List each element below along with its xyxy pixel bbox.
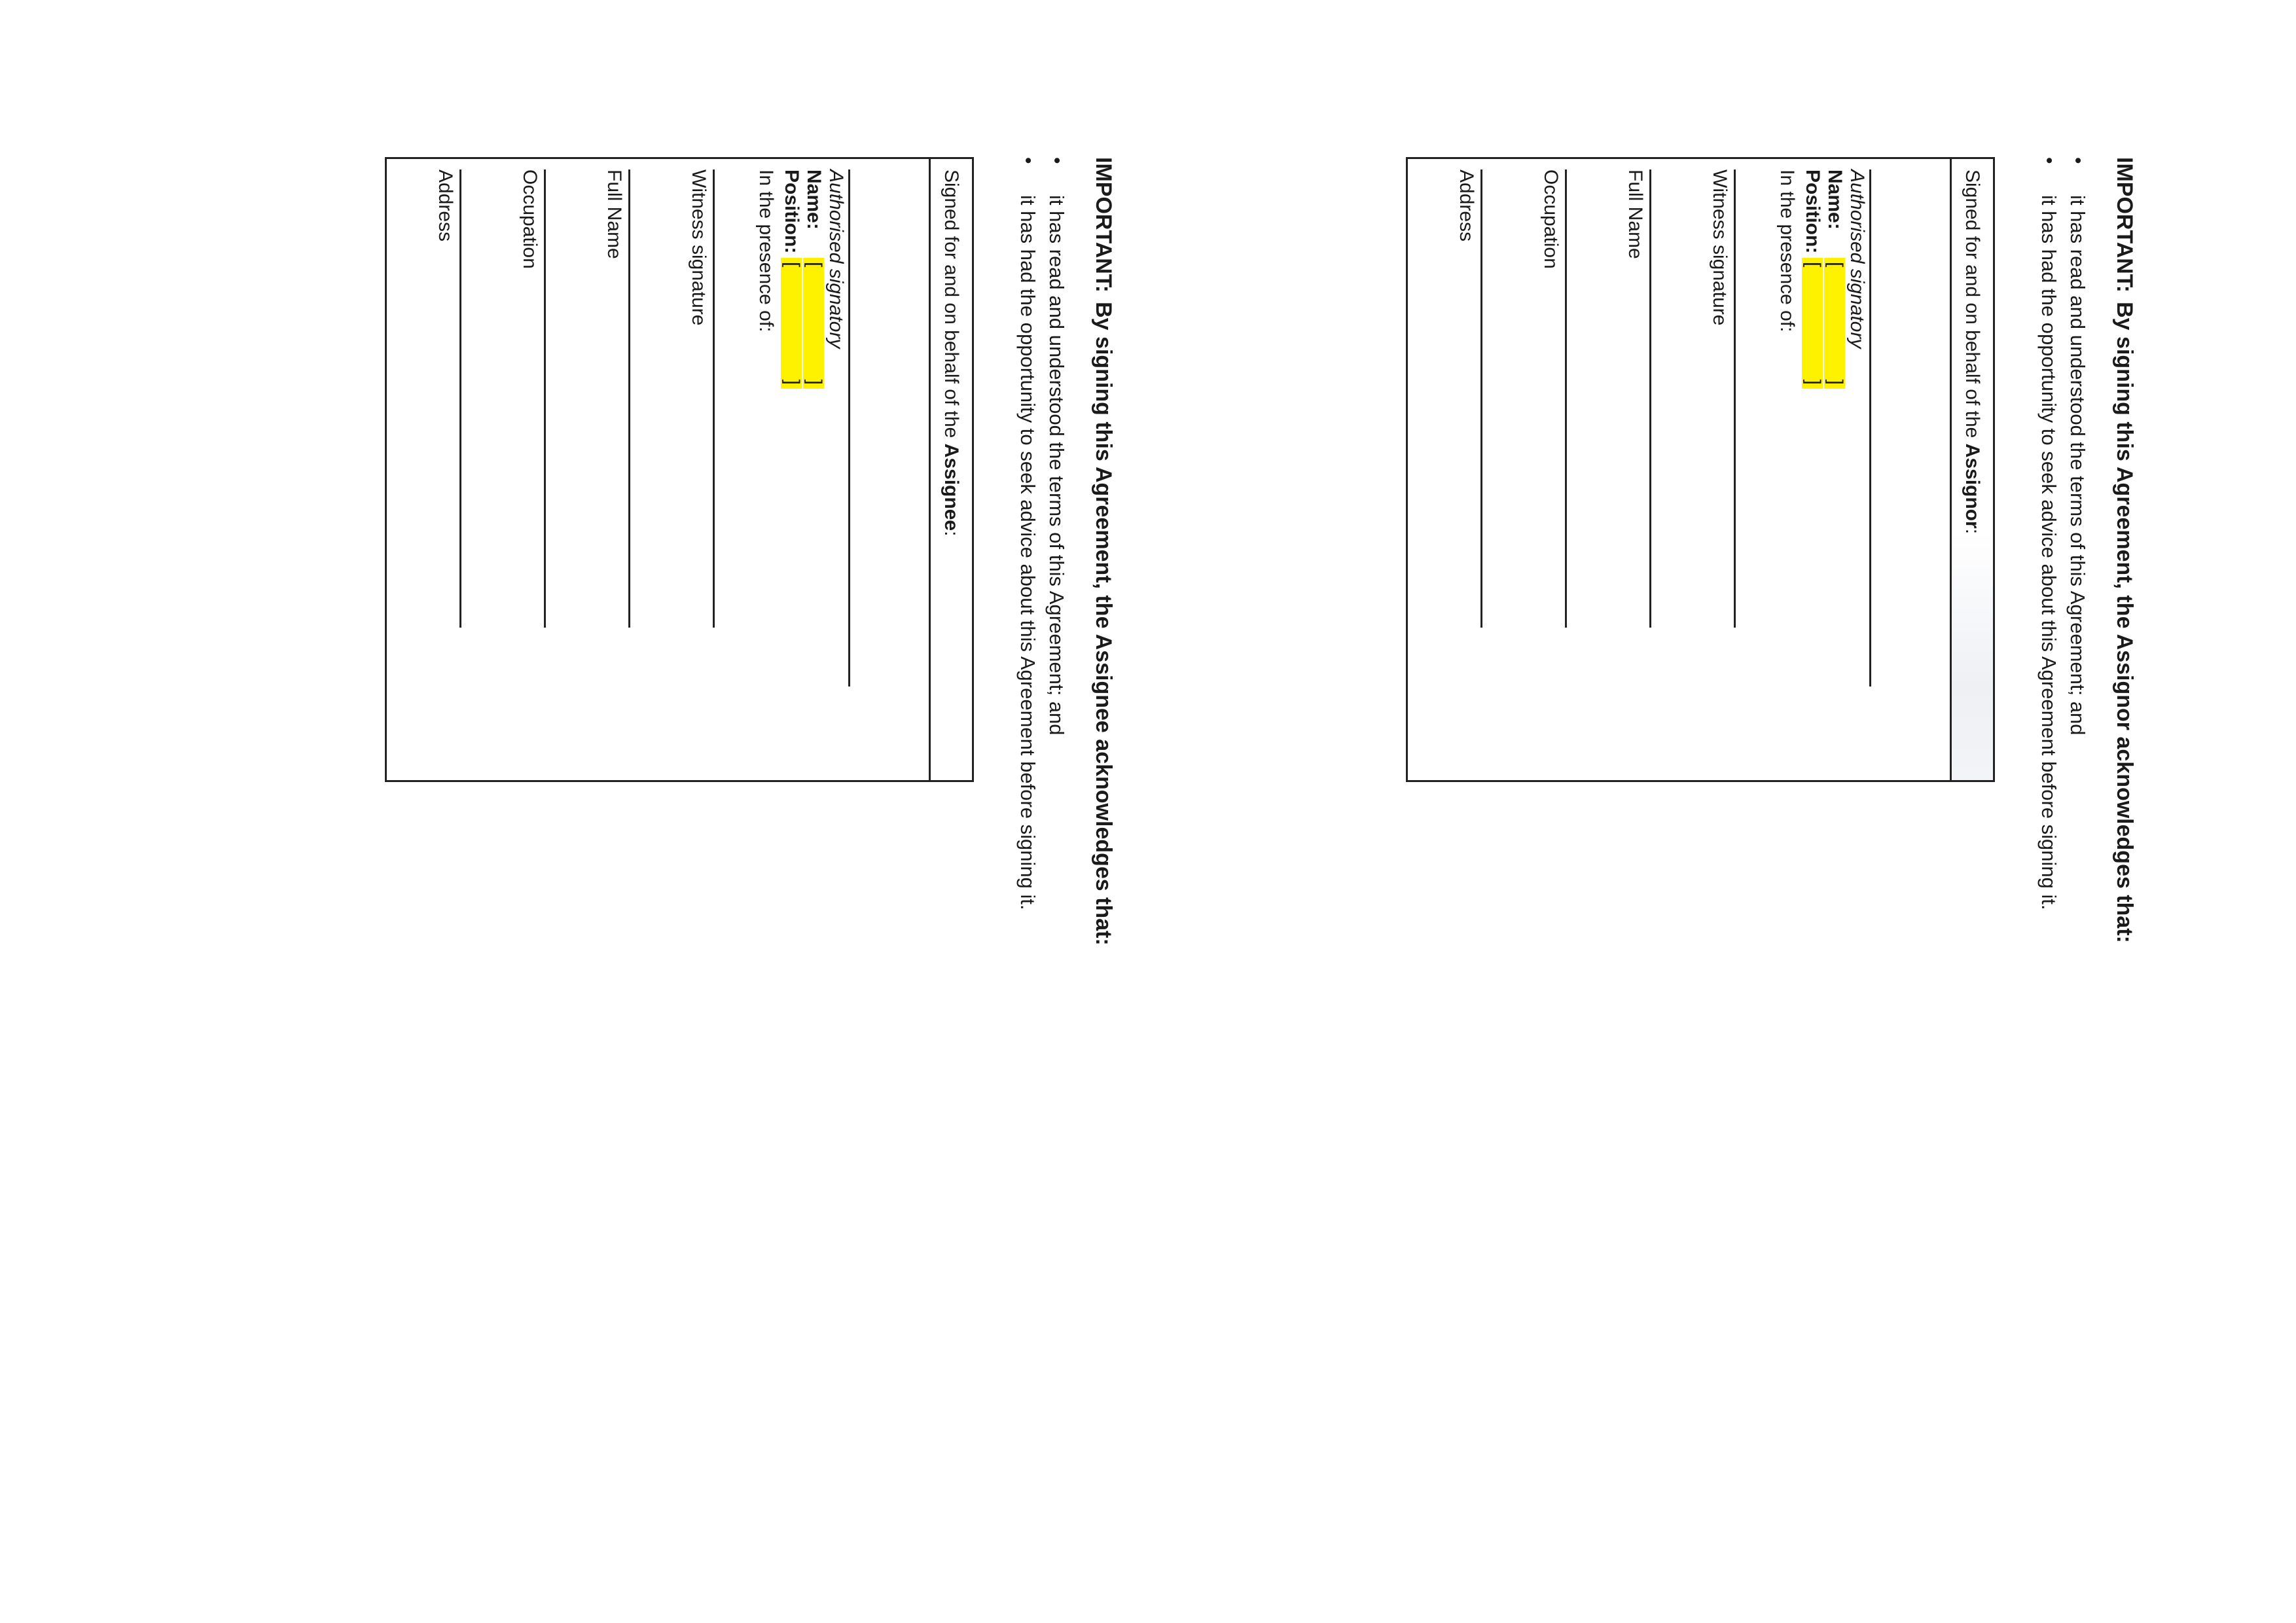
bracket-close: ]: [1803, 379, 1824, 385]
position-field[interactable]: [1802, 258, 1823, 389]
presence-label: In the presence of:: [755, 169, 777, 332]
assignor-acknowledgement-heading: [2110, 157, 2139, 1335]
assignor-acknowledgement-list: [2034, 157, 2092, 1335]
header-prefix: Signed for and on behalf of the: [941, 169, 962, 438]
assignee-section: [385, 157, 1118, 1335]
assignee-acknowledgement-heading: [1089, 157, 1118, 1335]
heading-text: By signing this Agreement, the Assignee acknowledges that:: [1091, 302, 1116, 946]
bracket-close: ]: [781, 379, 803, 385]
address-line[interactable]: Address: [433, 169, 461, 628]
acknowledgement-item: • it has read and understood the terms of this Agreement; and: [2063, 157, 2092, 1335]
party-name: Assignee: [941, 443, 962, 531]
presence-label: In the presence of:: [1776, 169, 1798, 332]
assignee-acknowledgement-list: [1013, 157, 1071, 1335]
position-label: Position:: [1802, 169, 1823, 254]
assignor-signature-box: [1406, 157, 1995, 782]
bracket-close: ]: [1825, 379, 1846, 385]
heading-text: By signing this Agreement, the Assignor acknowledges that:: [2112, 302, 2137, 943]
acknowledgement-item: • it has had the opportunity to seek advice about this Agreement before signing it.: [1013, 157, 1042, 1335]
heading-lead: IMPORTANT:: [2112, 157, 2137, 293]
authorised-signatory-line[interactable]: [754, 169, 850, 687]
header-prefix: Signed for and on behalf of the: [1962, 169, 1983, 438]
occupation-line[interactable]: Occupation: [1539, 169, 1567, 628]
signature-box-header: [1950, 159, 1993, 780]
acknowledgement-item: • it has had the opportunity to seek advice about this Agreement before signing it.: [2034, 157, 2063, 1335]
occupation-line[interactable]: Occupation: [518, 169, 546, 628]
assignor-section: [1406, 157, 2139, 1335]
acknowledgement-item: • it has read and understood the terms of this Agreement; and: [1042, 157, 1071, 1335]
witness-signature-line[interactable]: Witness signature: [687, 169, 715, 628]
name-field[interactable]: [1824, 258, 1845, 389]
position-row: [780, 169, 802, 687]
header-suffix: :: [941, 531, 962, 537]
position-row: [1801, 169, 1823, 687]
name-row: [1823, 169, 1846, 687]
signature-box-header: [929, 159, 972, 780]
party-name: Assignor: [1962, 443, 1983, 529]
header-suffix: :: [1962, 528, 1983, 535]
bracket-open: [: [781, 262, 803, 268]
bracket-open: [: [804, 262, 825, 268]
name-label: Name:: [1824, 169, 1846, 230]
full-name-line[interactable]: Full Name: [602, 169, 630, 628]
address-line[interactable]: Address: [1454, 169, 1482, 628]
bracket-close: ]: [804, 379, 825, 385]
signatory-label: Authorised signatory: [825, 169, 847, 349]
name-label: Name:: [803, 169, 825, 230]
name-row: [802, 169, 825, 687]
full-name-line[interactable]: Full Name: [1623, 169, 1651, 628]
signatory-label: Authorised signatory: [1846, 169, 1868, 349]
heading-lead: IMPORTANT:: [1091, 157, 1116, 293]
signature-box-body: [433, 159, 850, 780]
assignee-signature-box: [385, 157, 974, 782]
authorised-signatory-line[interactable]: [1775, 169, 1871, 687]
position-field[interactable]: [781, 258, 802, 389]
signature-box-body: [1454, 159, 1871, 780]
bracket-open: [: [1803, 262, 1824, 268]
witness-signature-line[interactable]: Witness signature: [1708, 169, 1736, 628]
bracket-open: [: [1825, 262, 1846, 268]
name-field[interactable]: [803, 258, 824, 389]
position-label: Position:: [781, 169, 802, 254]
